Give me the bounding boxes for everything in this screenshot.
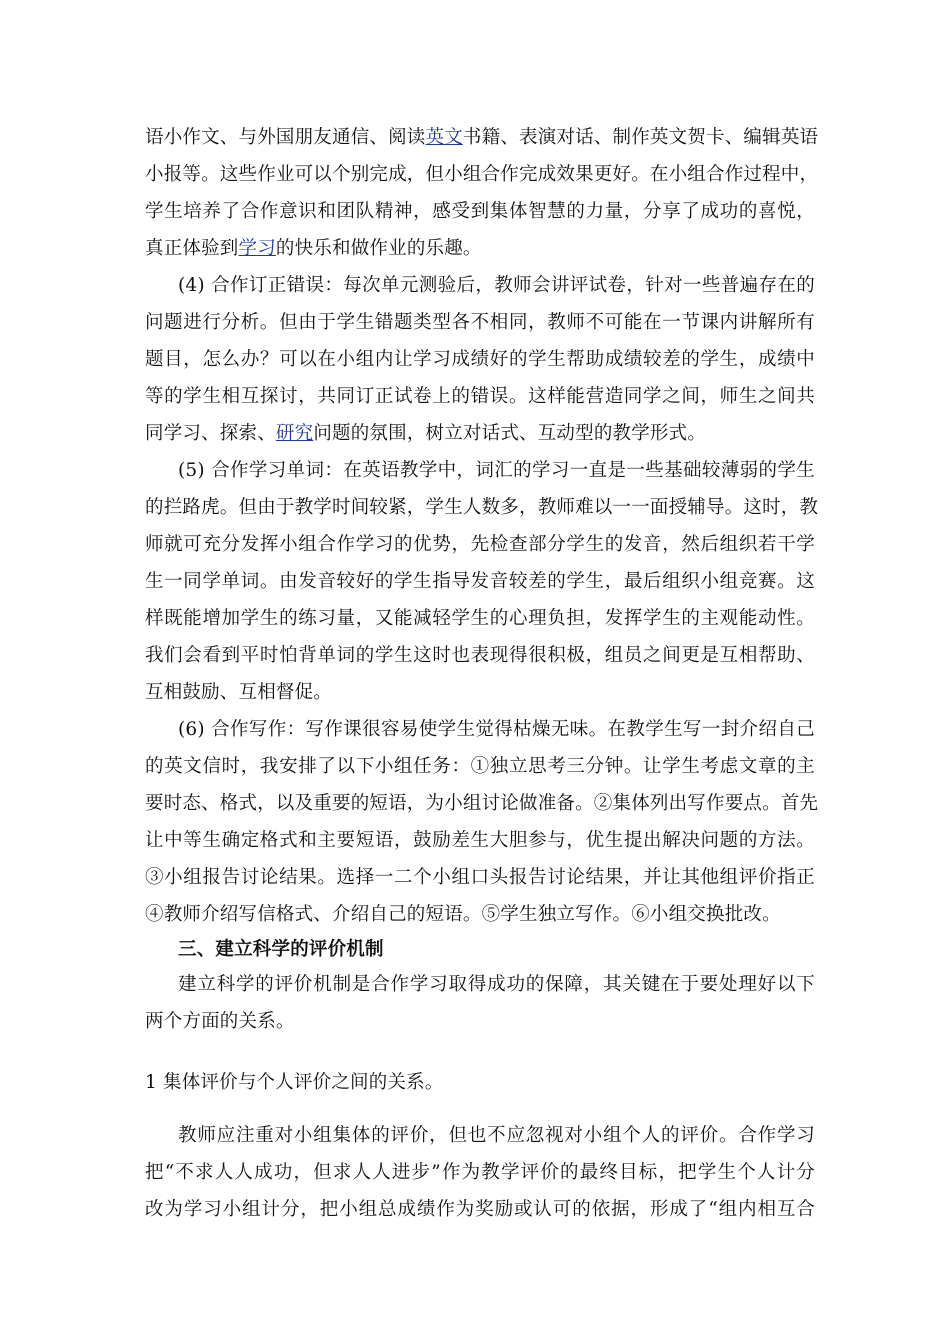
text-line: 题目，怎么办？可以在小组内让学习成绩好的学生帮助成绩较差的学生，成绩中 — [145, 349, 815, 370]
text-line: (4) 合作订正错误：每次单元测验后，教师会讲评试卷，针对一些普遍存在的 — [178, 275, 815, 296]
text-line: 等的学生相互探讨，共同订正试卷上的错误。这样能营造同学之间，师生之间共 — [145, 386, 815, 407]
text-line: 师就可充分发挥小组合作学习的优势，先检查部分学生的发音，然后组织若干学 — [145, 534, 815, 555]
text-line: 语小作文、与外国朋友通信、阅读英文书籍、表演对话、制作英文贺卡、编辑英语 — [145, 127, 819, 148]
text-line: 同学习、探索、研究问题的氛围，树立对话式、互动型的教学形式。 — [145, 423, 707, 444]
text-line: 我们会看到平时怕背单词的学生这时也表现得很积极，组员之间更是互相帮助、 — [145, 645, 815, 666]
text-line: 问题进行分析。但由于学生错题类型各不相同，教师不可能在一节课内讲解所有 — [145, 312, 815, 333]
section-heading: 三、建立科学的评价机制 — [178, 939, 384, 960]
text-line: 学生培养了合作意识和团队精神，感受到集体智慧的力量，分享了成功的喜悦， — [145, 201, 815, 222]
text-line: 教师应注重对小组集体的评价，但也不应忽视对小组个人的评价。合作学习 — [178, 1125, 815, 1146]
link-study[interactable]: 学习 — [238, 238, 276, 259]
text-line: 互相鼓励、互相督促。 — [145, 682, 333, 703]
text-line: 小报等。这些作业可以个别完成，但小组合作完成效果更好。在小组合作过程中， — [145, 164, 819, 185]
text-line: 改为学习小组计分，把小组总成绩作为奖励或认可的依据，形成了“组内相互合 — [145, 1199, 815, 1220]
subsection-heading: 1 集体评价与个人评价之间的关系。 — [145, 1072, 444, 1093]
text-line: 要时态、格式，以及重要的短语，为小组讨论做准备。②集体列出写作要点。首先 — [145, 793, 819, 814]
text-line: ④教师介绍写信格式、介绍自己的短语。⑤学生独立写作。⑥小组交换批改。 — [145, 904, 781, 925]
text-line: 建立科学的评价机制是合作学习取得成功的保障，其关键在于要处理好以下 — [178, 974, 815, 995]
link-english[interactable]: 英文 — [425, 127, 463, 148]
text-line: 真正体验到学习的快乐和做作业的乐趣。 — [145, 238, 482, 259]
text-line: 两个方面的关系。 — [145, 1011, 295, 1032]
text-line: 样既能增加学生的练习量，又能减轻学生的心理负担，发挥学生的主观能动性。 — [145, 608, 815, 629]
text-line: 让中等生确定格式和主要短语，鼓励差生大胆参与，优生提出解决问题的方法。 — [145, 830, 815, 851]
text-line: (6) 合作写作：写作课很容易使学生觉得枯燥无味。在教学生写一封介绍自己 — [178, 719, 815, 740]
text-line: 生一同学单词。由发音较好的学生指导发音较差的学生，最后组织小组竞赛。这 — [145, 571, 815, 592]
text-line: 把“不求人人成功，但求人人进步”作为教学评价的最终目标，把学生个人计分 — [145, 1162, 815, 1183]
text-line: 的英文信时，我安排了以下小组任务：①独立思考三分钟。让学生考虑文章的主 — [145, 756, 815, 777]
text-line: 的拦路虎。但由于教学时间较紧，学生人数多，教师难以一一面授辅导。这时，教 — [145, 497, 819, 518]
text-line: (5) 合作学习单词：在英语教学中，词汇的学习一直是一些基础较薄弱的学生 — [178, 460, 815, 481]
text-line: ③小组报告讨论结果。选择一二个小组口头报告讨论结果，并让其他组评价指正 — [145, 867, 815, 888]
link-research[interactable]: 研究 — [275, 423, 314, 444]
